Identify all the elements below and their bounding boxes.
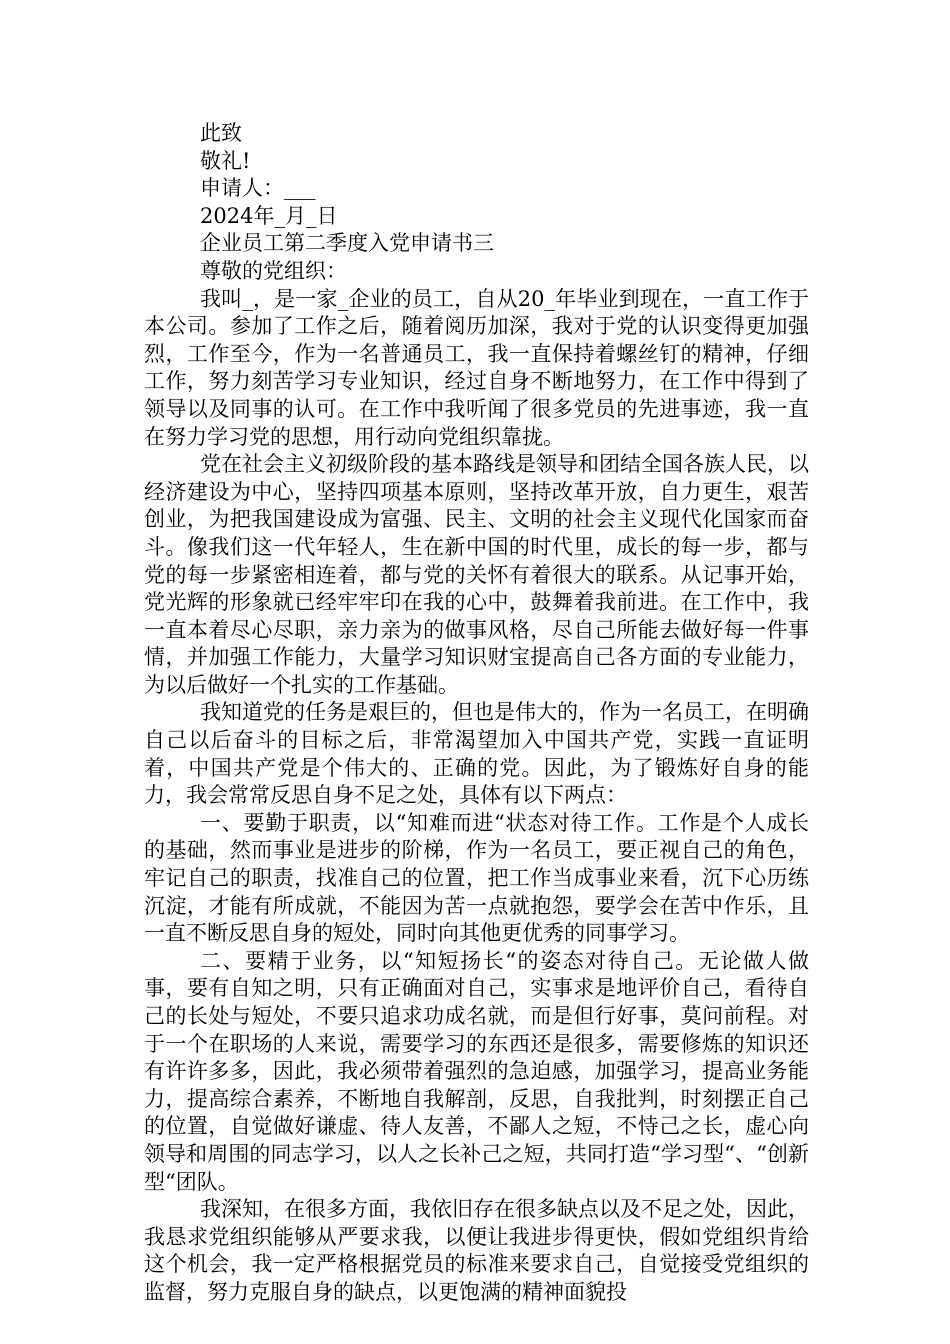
body-paragraph: 我叫_，是一家_企业的员工，自从20_年毕业到现在，一直工作于本公司。参加了工作之后，随着阅历加深，我对于党的认识变得更加强烈，工作至今，作为一名普通员工，我一直保持着螺丝钉的精神，仔细工作，努力刻苦学习专业知识，经过自身不断地努力，在工作中得到了领导以及同事的认可。在工作中我听闻了很多党员的先进事迹，我一直在努力学习党的思想，用行动向党组织靠拢。 [144, 286, 809, 449]
closing-salute: 敬礼! [200, 148, 251, 173]
body-paragraph: 我知道党的任务是艰巨的，但也是伟大的，作为一名员工，在明确自己以后奋斗的目标之后，非常渴望加入中国共产党，实践一直证明着，中国共产党是个伟大的、正确的党。因此，为了锻炼好自身的能力，我会常常反思自身不足之处，具体有以下两点： [144, 700, 809, 808]
body-paragraph: 二、要精于业务，以“知短扬长“的姿态对待自己。无论做人做事，要有自知之明，只有正确面对自己，实事求是地评价自己，看待自己的长处与短处，不要只追求功成名就，而是但行好事，莫问前程。对于一个在职场的人来说，需要学习的东西还是很多，需要修炼的知识还有许许多多，因此，我必须带着强烈的急迫感，加强学习，提高业务能力，提高综合素养，不断地自我解剖，反思，自我批判，时刻摆正自己的位置，自觉做好谦虚、待人友善，不鄙人之短，不恃己之长，虚心向领导和周围的同志学习，以人之长补己之短，共同打造“学习型“、“创新型“团队。 [144, 948, 809, 1194]
applicant-signature: 申请人：___ [200, 176, 316, 201]
date-line: 2024年_月_日 [200, 203, 338, 228]
body-paragraph: 我深知，在很多方面，我依旧存在很多缺点以及不足之处，因此，我恳求党组织能够从严要求我，以便让我进步得更快，假如党组织肯给这个机会，我一定严格根据党员的标准来要求自己，自觉接受党组织的监督，努力克服自身的缺点，以更饱满的精神面貌投 [144, 1197, 809, 1304]
body-paragraph: 党在社会主义初级阶段的基本路线是领导和团结全国各族人民，以经济建设为中心，坚持四项基本原则，坚持改革开放，自力更生，艰苦创业，为把我国建设成为富强、民主、文明的社会主义现代化国家而奋斗。像我们这一代年轻人，生在新中国的时代里，成长的每一步，都与党的每一步紧密相连着，都与党的关怀有着很大的联系。从记事开始，党光辉的形象就已经牢牢印在我的心中，鼓舞着我前进。在工作中，我一直本着尽心尽职，亲力亲为的做事风格，尽自己所能去做好每一件事情，并加强工作能力，大量学习知识财宝提高自己各方面的专业能力，为以后做好一个扎实的工作基础。 [144, 452, 809, 697]
letter-salutation: 尊敬的党组织： [200, 258, 347, 283]
letter-title: 企业员工第二季度入党申请书三 [200, 231, 494, 256]
body-paragraph: 一、要勤于职责，以“知难而进“状态对待工作。工作是个人成长的基础，然而事业是进步的阶梯，作为一名员工，要正视自己的角色，牢记自己的职责，找准自己的位置，把工作当成事业来看，沉下心历练沉淀，才能有所成就，不能因为苦一点就抱怨，要学会在苦中作乐，且一直不断反思自身的短处，同时向其他更优秀的同事学习。 [144, 810, 809, 946]
closing-line: 此致 [200, 121, 242, 145]
document-page [144, 120, 809, 1307]
